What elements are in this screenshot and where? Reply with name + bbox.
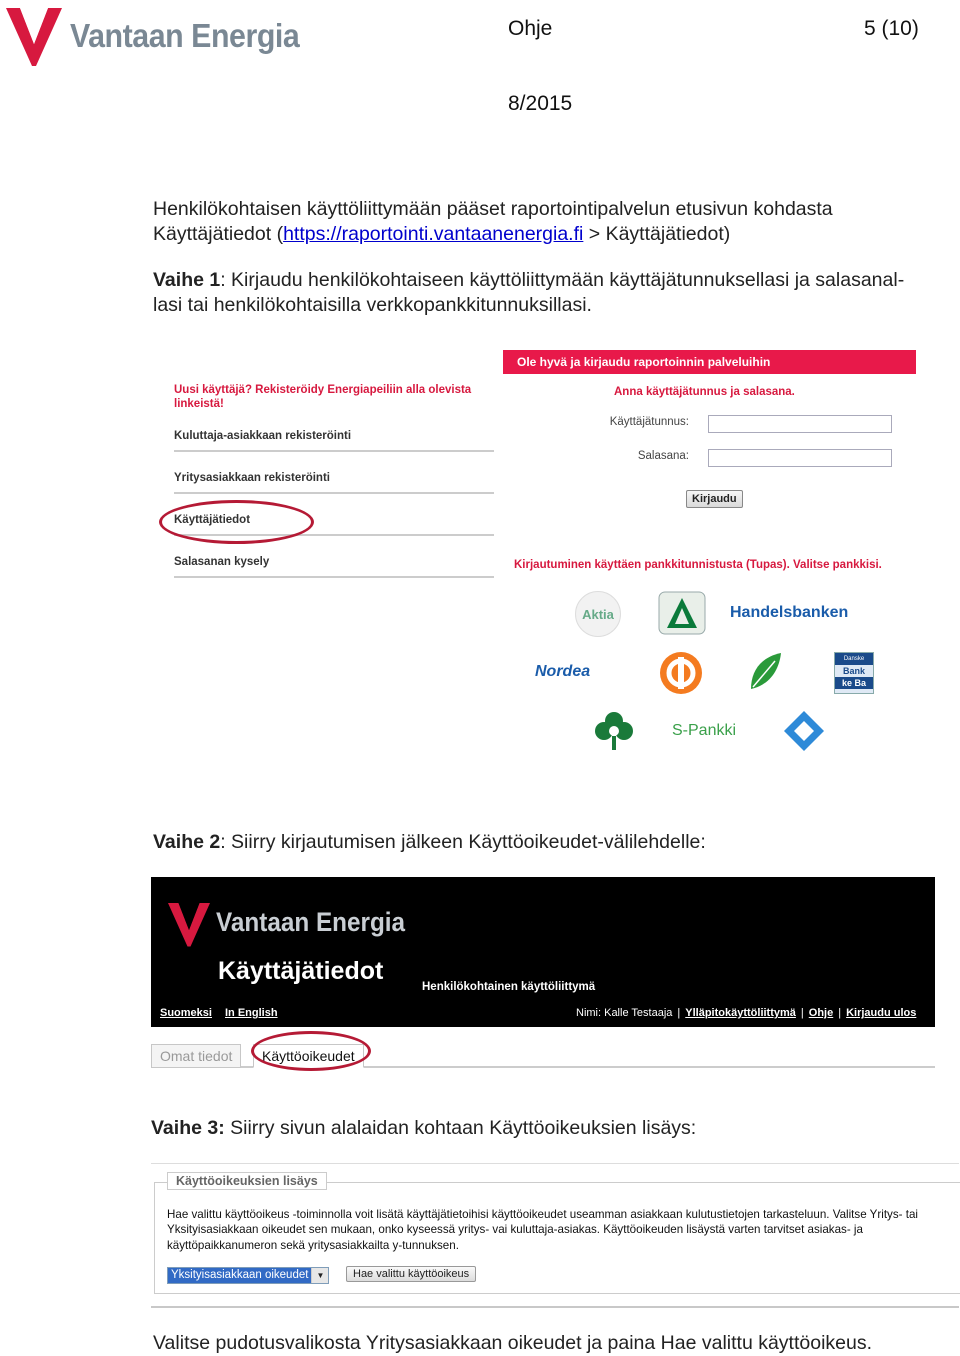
rights-screenshot bbox=[151, 1163, 959, 1308]
step2-paragraph bbox=[153, 830, 933, 855]
bank-danske[interactable]: Danske Bank ke Ba bbox=[834, 652, 874, 694]
portal-tabs bbox=[151, 1040, 935, 1070]
portal-user-bar: Nimi: Kalle Testaaja | Ylläpitokäyttöliittymä | Ohje | Kirjaudu ulos bbox=[576, 1007, 917, 1019]
step2-text: : Siirry kirjautumisen jälkeen Käyttöoikeudet-välilehdelle: bbox=[220, 831, 706, 853]
user-name: Nimi: Kalle Testaaja bbox=[576, 1007, 673, 1019]
bank-prompt: Kirjautuminen käyttäen pankkitunnistusta (Tupas). Valitse pankkisi. bbox=[514, 559, 882, 571]
password-label: Salasana: bbox=[637, 450, 689, 462]
login-button[interactable]: Kirjaudu bbox=[686, 490, 743, 508]
raportointi-link[interactable]: https://raportointi.vantaanenergia.fi bbox=[283, 223, 584, 245]
portal-title: Käyttäjätiedot bbox=[218, 957, 384, 985]
login-screenshot bbox=[150, 340, 925, 770]
bank-handelsbanken[interactable]: Handelsbanken bbox=[730, 604, 849, 621]
divider bbox=[174, 576, 494, 578]
link-password-query[interactable]: Salasanan kysely bbox=[174, 556, 270, 568]
portal-brand: Vantaan Energia bbox=[216, 907, 406, 937]
footer-instruction: Valitse pudotusvalikosta Yritysasiakkaan oikeudet ja paina Hae valittu käyttöoikeus. bbox=[153, 1332, 873, 1354]
chevron-down-icon: ▼ bbox=[311, 1268, 328, 1283]
bank-nordea[interactable]: Nordea bbox=[535, 663, 591, 680]
admin-link[interactable]: Ylläpitokäyttöliittymä bbox=[685, 1007, 796, 1019]
brand-logo bbox=[6, 6, 319, 66]
fetch-rights-button[interactable]: Hae valittu käyttöoikeus bbox=[346, 1266, 476, 1282]
rights-description: Hae valittu käyttöoikeus -toiminnolla voit lisätä käyttäjätietoihisi käyttöoikeudet useamman asiakkaan kulutustietojen tarkasteluun. Valitse Yritys- tai Yksityisasiakkaan oikeudet sen mukaan, onko kyseessä yritys- vai kuluttaja-asiakas. Käyttöoikeuden lisäystä varten tarvitset asiakas- ja käyttöpaikkanumeron sekä yritysasiakkailta y-tunnuksen. bbox=[167, 1208, 918, 1252]
step3-text: Siirry sivun alalaidan kohtaan Käyttöoikeuksien lisäys: bbox=[224, 1117, 697, 1139]
divider bbox=[174, 492, 494, 494]
tab-user-rights[interactable]: Käyttöoikeudet bbox=[253, 1044, 364, 1068]
bank-pop[interactable] bbox=[593, 710, 635, 757]
bank-aktia[interactable]: Aktia bbox=[575, 591, 621, 637]
intro-line2: Käyttäjätiedot (https://raportointi.vantaanenergia.fi > Käyttäjätiedot) bbox=[153, 223, 731, 245]
page-number: 5 (10) bbox=[864, 17, 919, 40]
link-user-info[interactable]: Käyttäjätiedot bbox=[174, 514, 251, 526]
bank-tapiola[interactable] bbox=[782, 709, 826, 758]
step3-label: Vaihe 3: bbox=[151, 1117, 225, 1139]
portal-subtitle: Henkilökohtainen käyttöliittymä bbox=[422, 981, 596, 993]
highlight-circle bbox=[251, 1031, 371, 1071]
divider bbox=[174, 450, 494, 452]
username-label: Käyttäjätunnus: bbox=[609, 416, 689, 428]
lang-english-link[interactable]: In English bbox=[225, 1007, 278, 1019]
step3-paragraph bbox=[151, 1116, 931, 1141]
bank-saastopankki[interactable] bbox=[747, 651, 785, 698]
link-business-registration[interactable]: Yritysasiakkaan rekisteröinti bbox=[174, 472, 330, 484]
vantaan-v-icon bbox=[168, 901, 210, 947]
login-banner: Ole hyvä ja kirjaudu raportoinnin palveluihin bbox=[503, 350, 916, 374]
doc-date: 8/2015 bbox=[508, 92, 573, 115]
help-link[interactable]: Ohje bbox=[808, 1007, 834, 1019]
intro-paragraph bbox=[153, 197, 933, 247]
step1-text2: lasi tai henkilökohtaisilla verkkopankkitunnuksillasi. bbox=[153, 294, 592, 316]
username-input[interactable] bbox=[708, 415, 892, 433]
step1-text: : Kirjaudu henkilökohtaiseen käyttöliittymään käyttäjätunnuksellasi ja salasanal- bbox=[220, 269, 905, 291]
diamond-icon bbox=[782, 709, 826, 753]
link-consumer-registration[interactable]: Kuluttaja-asiakkaan rekisteröinti bbox=[174, 430, 352, 442]
brand-name: Vantaan Energia bbox=[70, 17, 300, 54]
clover-icon bbox=[593, 710, 635, 752]
step2-label: Vaihe 2 bbox=[153, 831, 221, 853]
login-prompt: Anna käyttäjätunnus ja salasana. bbox=[614, 386, 795, 398]
step1-paragraph bbox=[153, 268, 933, 318]
highlight-circle bbox=[159, 500, 314, 544]
tab-own-info[interactable]: Omat tiedot bbox=[151, 1044, 241, 1068]
rights-legend: Käyttöoikeuksien lisäys bbox=[167, 1172, 327, 1190]
bank-alandsbanken[interactable] bbox=[657, 590, 707, 636]
new-user-note: Uusi käyttäjä? Rekisteröidy Energiapeiliin alla olevista linkeistä! bbox=[174, 384, 472, 410]
select-value: Yksityisasiakkaan oikeudet bbox=[168, 1268, 311, 1283]
intro-line1: Henkilökohtaisen käyttöliittymään pääset raportointipalvelun etusivun kohdasta bbox=[153, 198, 833, 220]
rights-type-select[interactable] bbox=[167, 1267, 329, 1284]
alandsbanken-icon bbox=[657, 590, 707, 636]
portal-screenshot bbox=[151, 877, 935, 1027]
leaf-icon bbox=[747, 651, 785, 693]
bank-op[interactable] bbox=[659, 651, 703, 700]
step1-label: Vaihe 1 bbox=[153, 269, 221, 291]
vantaan-v-icon bbox=[6, 6, 62, 66]
bank-s-pankki[interactable]: S-Pankki bbox=[672, 722, 737, 739]
password-input[interactable] bbox=[708, 449, 892, 467]
op-icon bbox=[659, 651, 703, 695]
logout-link[interactable]: Kirjaudu ulos bbox=[846, 1007, 917, 1019]
doc-title: Ohje bbox=[508, 17, 553, 40]
lang-finnish-link[interactable]: Suomeksi bbox=[160, 1007, 212, 1019]
